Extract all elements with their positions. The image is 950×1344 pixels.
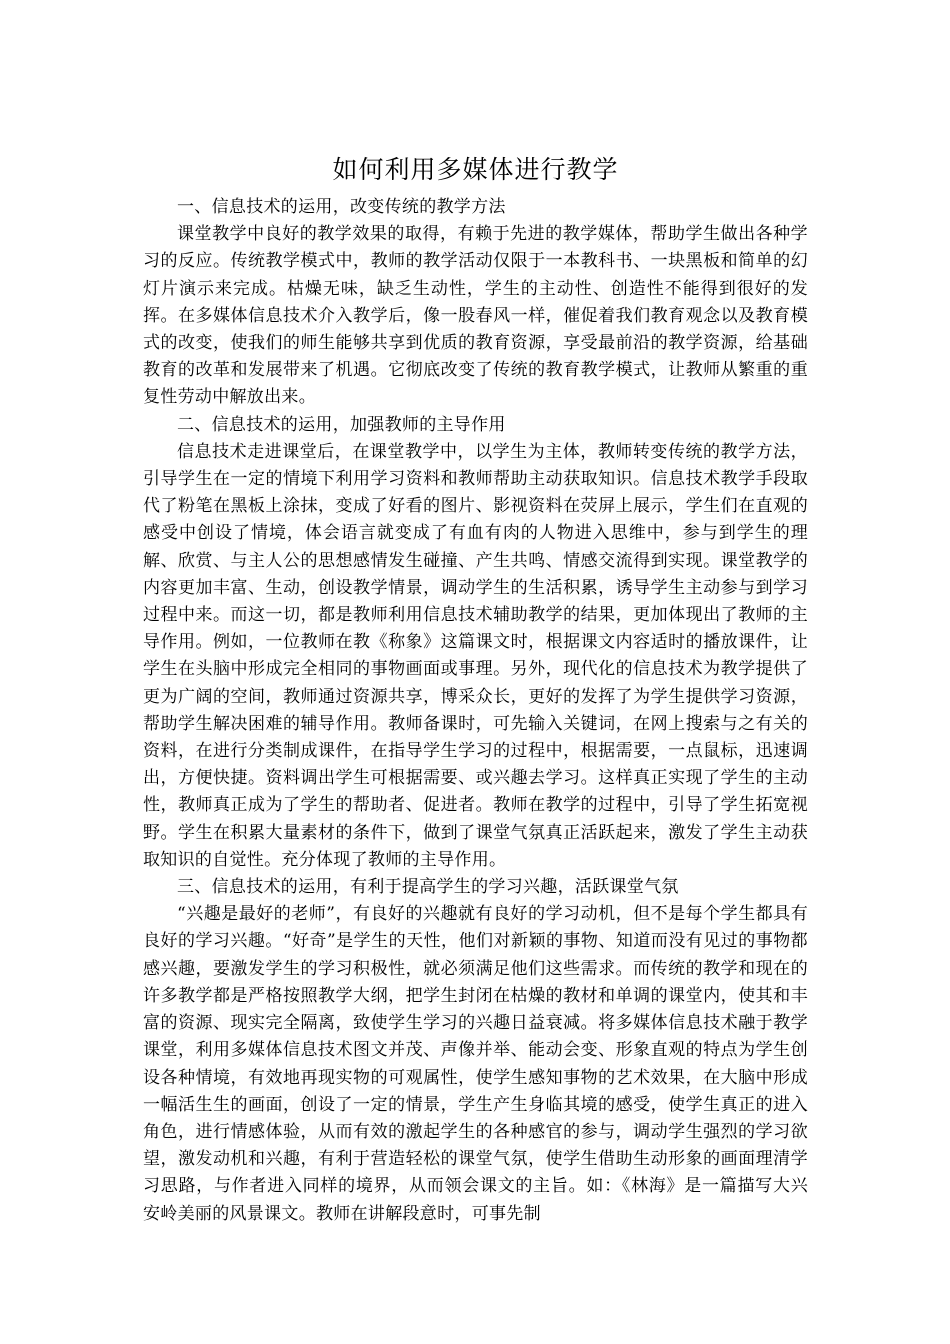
section-3 [143, 874, 808, 1228]
section-paragraph: 信息技术走进课堂后，在课堂教学中，以学生为主体，教师转变传统的教学方法，引导学生在一定的情境下利用学习资料和教师帮助主动获取知识。信息技术教学手段取代了粉笔在黑板上涂抹，变成了好看的图片、影视资料在荧屏上展示，学生们在直观的感受中创设了情境，体会语言就变成了有血有肉的人物进入思维中，参与到学生的理解、欣赏、与主人公的思想感情发生碰撞、产生共鸣、情感交流得到实现。课堂教学的内容更加丰富、生动，创设教学情景，调动学生的生活积累，诱导学生主动参与到学习过程中来。而这一切，都是教师利用信息技术辅助教学的结果，更加体现出了教师的主导作用。例如，一位教师在教《称象》这篇课文时，根据课文内容适时的播放课件，让学生在头脑中形成完全相同的事物画面或事理。另外，现代化的信息技术为教学提供了更为广阔的空间，教师通过资源共享，博采众长，更好的发挥了为学生提供学习资源，帮助学生解决困难的辅导作用。教师备课时，可先输入关键词，在网上搜索与之有关的资料，在进行分类制成课件，在指导学生学习的过程中，根据需要，一点鼠标，迅速调出，方便快捷。资料调出学生可根据需要、或兴趣去学习。这样真正实现了学生的主动性，教师真正成为了学生的帮助者、促进者。教师在教学的过程中，引导了学生拓宽视野。学生在积累大量素材的条件下，做到了课堂气氛真正活跃起来，激发了学生主动获取知识的自觉性。充分体现了教师的主导作用。 [143, 441, 808, 870]
document-page [143, 152, 808, 1228]
section-paragraph: “兴趣是最好的老师”，有良好的兴趣就有良好的学习动机，但不是每个学生都具有良好的学习兴趣。“好奇”是学生的天性，他们对新颖的事物、知道而没有见过的事物都感兴趣，要激发学生的学习积极性，就必须满足他们这些需求。而传统的教学和现在的许多教学都是严格按照教学大纲，把学生封闭在枯燥的教材和单调的课堂内，使其和丰富的资源、现实完全隔离，致使学生学习的兴趣日益衰减。将多媒体信息技术融于教学课堂，利用多媒体信息技术图文并茂、声像并举、能动会变、形象直观的特点为学生创设各种情境，有效地再现实物的可观属性，使学生感知事物的艺术效果，在大脑中形成一幅活生生的画面，创设了一定的情景，学生产生身临其境的感受，使学生真正的进入角色，进行情感体验，从而有效的激起学生的各种感官的参与，调动学生强烈的学习欲望，激发动机和兴趣，有利于营造轻松的课堂气氛，使学生借助生动形象的画面理清学习思路，与作者进入同样的境界，从而领会课文的主旨。如：《林海》是一篇描写大兴安岭美丽的风景课文。教师在讲解段意时，可事先制 [143, 904, 808, 1224]
document-title: 如何利用多媒体进行教学 [332, 155, 619, 184]
section-heading: 一、信息技术的运用，改变传统的教学方法 [177, 197, 506, 217]
section-2 [143, 412, 808, 874]
section-heading: 三、信息技术的运用，有利于提高学生的学习兴趣，活跃课堂气氛 [177, 877, 679, 898]
section-heading: 二、信息技术的运用，加强教师的主导作用 [177, 414, 506, 435]
section-1 [143, 194, 808, 412]
section-paragraph: 课堂教学中良好的教学效果的取得，有赖于先进的教学媒体，帮助学生做出各种学习的反应。传统教学模式中，教师的教学活动仅限于一本教科书、一块黑板和简单的幻灯片演示来完成。枯燥无味，缺乏生动性，学生的主动性、创造性不能得到很好的发挥。在多媒体信息技术介入教学后，像一股春风一样，催促着我们教育观念以及教育模式的改变，使我们的师生能够共享到优质的教育资源，享受最前沿的教学资源，给基础教育的改革和发展带来了机遇。它彻底改变了传统的教育教学模式，让教师从繁重的重复性劳动中解放出来。 [143, 224, 808, 408]
